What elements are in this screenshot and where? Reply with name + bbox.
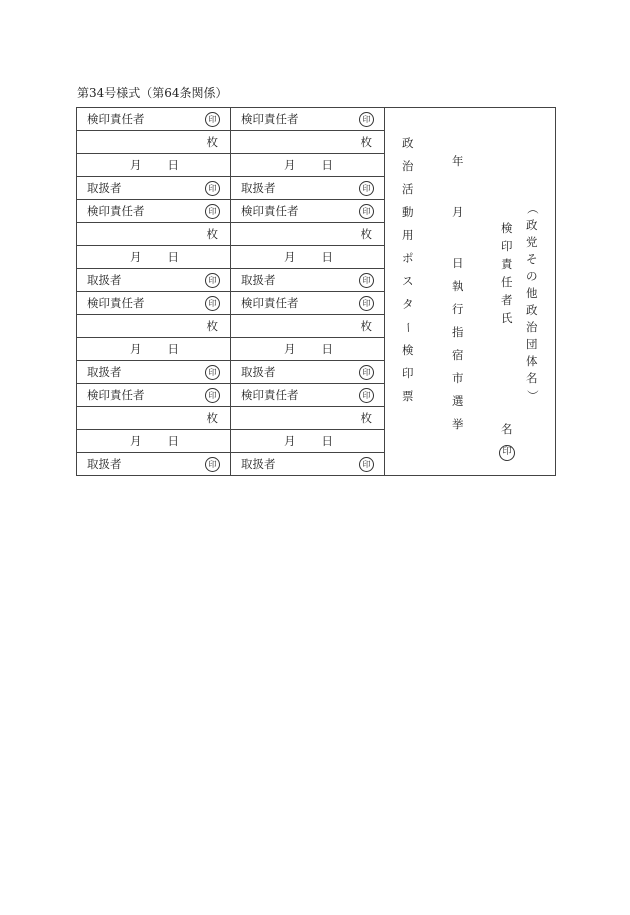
inspector-cell [231,292,385,315]
day-unit: 日 [167,434,179,448]
day-unit: 日 [321,434,333,448]
inspector-cell-label: 検印責任者 [241,296,299,310]
day-unit: 日 [321,250,333,264]
day-unit: 日 [167,342,179,356]
inspector-row [77,200,385,223]
date-cell [77,154,231,177]
sheets-cell [231,315,385,338]
seal-icon: 印 [205,457,220,472]
sheets-unit: 枚 [360,319,372,333]
seal-icon: 印 [205,273,220,288]
handler-cell [231,177,385,200]
inspector-cell-label: 検印責任者 [241,204,299,218]
election-date-vertical: 年 月 日 執 行 指 宿 市 選 挙 [452,154,464,431]
inspector-cell-label: 検印責任者 [241,388,299,402]
date-cell [231,338,385,361]
sheets-cell [77,131,231,154]
sheets-unit: 枚 [360,135,372,149]
handler-row [77,269,385,292]
sheets-row [77,131,385,154]
party-name-vertical: （ 政 党 そ の 他 政 治 団 体 名 ） [525,202,540,402]
handler-cell [231,269,385,292]
month-unit: 月 [284,434,296,448]
sheets-cell [231,407,385,430]
inspector-row [77,292,385,315]
handler-cell [77,453,231,476]
stamp-grid [76,107,385,476]
sheets-row [77,223,385,246]
sheets-row [77,407,385,430]
handler-cell-label: 取扱者 [87,181,122,195]
handler-row [77,177,385,200]
sheets-cell [231,131,385,154]
seal-icon: 印 [359,457,374,472]
date-cell [231,154,385,177]
sheets-unit: 枚 [206,411,218,425]
seal-icon: 印 [359,273,374,288]
sheets-cell [77,223,231,246]
seal-icon: 印 [359,181,374,196]
date-cell [77,246,231,269]
date-row [77,246,385,269]
inspector-cell [231,384,385,407]
date-cell [231,246,385,269]
month-unit: 月 [130,250,142,264]
date-row [77,338,385,361]
month-unit: 月 [130,158,142,172]
day-unit: 日 [167,158,179,172]
handler-cell-label: 取扱者 [87,457,122,471]
handler-cell [77,177,231,200]
sheets-unit: 枚 [206,319,218,333]
month-unit: 月 [284,158,296,172]
inspector-cell-label: 検印責任者 [241,112,299,126]
handler-cell-label: 取扱者 [87,365,122,379]
sheets-row [77,315,385,338]
inspector-cell [231,200,385,223]
seal-icon: 印 [359,296,374,311]
handler-cell-label: 取扱者 [241,457,276,471]
day-unit: 日 [321,342,333,356]
sheets-unit: 枚 [206,135,218,149]
day-unit: 日 [321,158,333,172]
seal-icon: 印 [205,112,220,127]
seal-icon: 印 [359,112,374,127]
month-unit: 月 [284,342,296,356]
handler-cell-label: 取扱者 [241,365,276,379]
date-cell [77,338,231,361]
month-unit: 月 [130,342,142,356]
name-label [501,423,513,436]
inspector-cell-label: 検印責任者 [87,112,145,126]
handler-cell-label: 取扱者 [241,181,276,195]
inspector-cell-label: 検印責任者 [87,388,145,402]
inspector-cell [77,384,231,407]
handler-cell-label: 取扱者 [87,273,122,287]
date-cell [231,430,385,453]
seal-icon: 印 [205,296,220,311]
month-unit: 月 [130,434,142,448]
inspector-cell [77,200,231,223]
sheets-unit: 枚 [206,227,218,241]
form-number-label: 第34号様式（第64条関係） [77,86,228,100]
inspector-cell [77,108,231,131]
seal-icon: 印 [205,365,220,380]
seal-icon: 印 [359,365,374,380]
date-row [77,430,385,453]
seal-mark-right [499,445,517,461]
seal-icon: 印 [499,445,515,461]
handler-cell [231,361,385,384]
sheets-unit: 枚 [360,411,372,425]
month-unit: 月 [284,250,296,264]
inspector-cell-label: 検印責任者 [87,204,145,218]
seal-icon: 印 [359,388,374,403]
handler-row [77,361,385,384]
sheets-cell [77,407,231,430]
handler-cell [231,453,385,476]
handler-cell [77,361,231,384]
seal-icon: 印 [205,388,220,403]
name-char: 名 [501,422,513,436]
handler-cell [77,269,231,292]
sheets-cell [231,223,385,246]
responsible-person-vertical: 検 印 責 任 者 氏 [501,221,513,325]
sheets-cell [77,315,231,338]
date-cell [77,430,231,453]
inspector-cell [231,108,385,131]
seal-icon: 印 [359,204,374,219]
sheets-unit: 枚 [360,227,372,241]
ticket-title-vertical: 政 治 活 動 用 ポ ス タ ー 検 印 票 [401,136,416,403]
date-row [77,154,385,177]
inspector-row [77,108,385,131]
day-unit: 日 [167,250,179,264]
inspector-cell-label: 検印責任者 [87,296,145,310]
handler-cell-label: 取扱者 [241,273,276,287]
seal-icon: 印 [205,204,220,219]
handler-row [77,453,385,476]
seal-icon: 印 [205,181,220,196]
inspector-row [77,384,385,407]
inspector-cell [77,292,231,315]
